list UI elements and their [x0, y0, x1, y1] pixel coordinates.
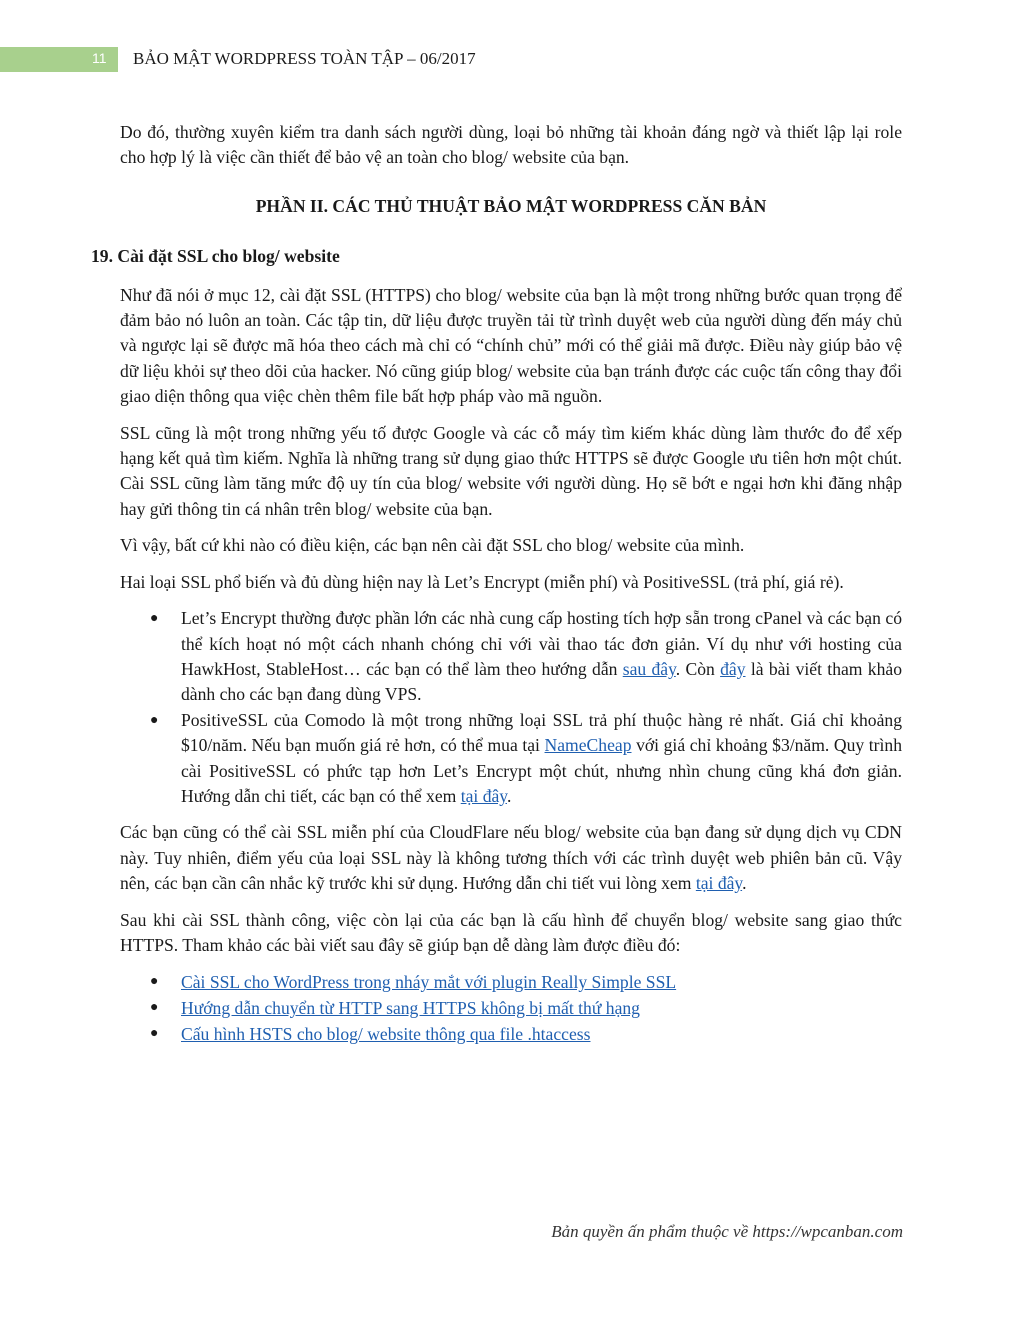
link-namecheap[interactable]: NameCheap	[544, 735, 632, 756]
paragraph-ssl-types: Hai loại SSL phổ biến và đủ dùng hiện nay là Let’s Encrypt (miễn phí) và PositiveSSL (trả phí, giá rẻ).	[120, 571, 844, 592]
paragraph-ssl-seo: SSL cũng là một trong những yếu tố được Google và các cỗ máy tìm kiếm khác dùng làm thước đo để xếp hạng kết quả tìm kiếm. Nghĩa là những trang sử dụng giao thức HTTPS sẽ được Google ưu tiên hơn một chút. Cài SSL cũng làm tăng mức độ uy tín của blog/ website với người dùng. Họ sẽ bớt e ngại hơn khi đăng nhập hay gửi thông tin cá nhân trên blog/ website của bạn.	[120, 422, 902, 519]
link-tai-day-cloudflare[interactable]: tại đây	[695, 873, 743, 894]
footer-copyright: Bản quyền ấn phẩm thuộc về https://wpcanban.com	[551, 1222, 903, 1241]
list-item	[120, 708, 902, 810]
paragraph-cloudflare	[120, 820, 902, 896]
part-title: PHẦN II. CÁC THỦ THUẬT BẢO MẬT WORDPRESS CĂN BẢN	[255, 195, 767, 216]
link-day[interactable]: đây	[720, 658, 746, 679]
paragraph-ssl-importance: Như đã nói ở mục 12, cài đặt SSL (HTTPS) cho blog/ website của bạn là một trong những bước quan trọng để đảm bảo nó luôn an toàn. Các tập tin, dữ liệu được truyền tải từ trình duyệt web của người dùng đến máy chủ và ngược lại sẽ được mã hóa theo cách mà chỉ có “chính chủ” mới có thể giải mã được. Điều này giúp bảo vệ dữ liệu khỏi sự theo dõi của hacker. Nó cũng giúp blog/ website của bạn tránh được các cuộc tấn công thay đổi giao diện thông qua việc chèn thêm file bất hợp pháp vào mã nguồn.	[120, 284, 902, 407]
paragraph-text: Các bạn cũng có thể cài SSL miễn phí của CloudFlare nếu blog/ website của bạn đang sử dụng dịch vụ CDN này. Tuy nhiên, điểm yếu của loại SSL này là không tương thích với các trình duyệt web phiên bản cũ. Vậy nên, các bạn cần cân nhắc kỹ trước khi sử dụng. Hướng dẫn chi tiết vui lòng xem	[120, 822, 902, 894]
link-really-simple-ssl[interactable]: Cài SSL cho WordPress trong nháy mắt với plugin Really Simple SSL	[181, 972, 677, 993]
bullet-text: là bài viết tham khảo dành cho các bạn đang dùng VPS.	[181, 658, 902, 705]
document-header-title: BẢO MẬT WORDPRESS TOÀN TẬP – 06/2017	[133, 49, 476, 68]
link-sau-day[interactable]: sau đây	[622, 658, 676, 679]
section-title: 19. Cài đặt SSL cho blog/ website	[91, 246, 340, 267]
bullet-text: . Còn	[675, 658, 721, 679]
bullet-icon: ●	[150, 712, 159, 728]
bullet-icon: ●	[150, 611, 159, 627]
paragraph-recommendation: Vì vậy, bất cứ khi nào có điều kiện, các bạn nên cài đặt SSL cho blog/ website của mình.	[120, 535, 745, 556]
list-item	[120, 606, 902, 708]
ssl-types-list	[120, 606, 902, 809]
list-item	[120, 1021, 902, 1047]
bullet-text: với giá chỉ khoảng $3/năm. Quy trình cài PositiveSSL có phức tạp hơn Let’s Encrypt một chút, nhưng nhìn chung cũng khá đơn giản. Hướng dẫn chi tiết, các bạn có thể xem	[181, 735, 902, 806]
bullet-text: PositiveSSL của Comodo là một trong những loại SSL trả phí thuộc hàng rẻ nhất. Giá chỉ khoảng $10/năm. Nếu bạn muốn giá rẻ hơn, có thể mua tại	[181, 709, 902, 756]
paragraph-https-config: Sau khi cài SSL thành công, việc còn lại của các bạn là cấu hình để chuyển blog/ website sang giao thức HTTPS. Tham khảo các bài viết sau đây sẽ giúp bạn dễ dàng làm được điều đó:	[120, 909, 902, 955]
link-tai-day-positivessl[interactable]: tại đây	[460, 785, 507, 806]
bullet-text: .	[506, 785, 512, 806]
bullet-icon: ●	[150, 1000, 159, 1016]
link-hsts-htaccess[interactable]: Cấu hình HSTS cho blog/ website thông qua file .htaccess	[181, 1024, 591, 1045]
page-number: 11	[92, 50, 107, 66]
link-http-to-https[interactable]: Hướng dẫn chuyển từ HTTP sang HTTPS không bị mất thứ hạng	[181, 998, 640, 1019]
related-links-list	[120, 969, 902, 1047]
bullet-text: Let’s Encrypt thường được phần lớn các nhà cung cấp hosting tích hợp sẵn trong cPanel và các bạn có thể kích hoạt nó một cách nhanh chóng chỉ với vài thao tác đơn giản. Ví dụ như với hosting của HawkHost, StableHost… các bạn có thể làm theo hướng dẫn	[181, 608, 902, 679]
intro-paragraph: Do đó, thường xuyên kiểm tra danh sách người dùng, loại bỏ những tài khoản đáng ngờ và thiết lập lại role cho hợp lý là việc cần thiết để bảo vệ an toàn cho blog/ website của bạn.	[120, 122, 902, 168]
list-item	[120, 969, 902, 995]
bullet-icon: ●	[150, 1026, 159, 1042]
page-content	[91, 120, 902, 1058]
bullet-icon: ●	[150, 974, 159, 990]
paragraph-text: .	[742, 873, 747, 894]
list-item	[120, 995, 902, 1021]
